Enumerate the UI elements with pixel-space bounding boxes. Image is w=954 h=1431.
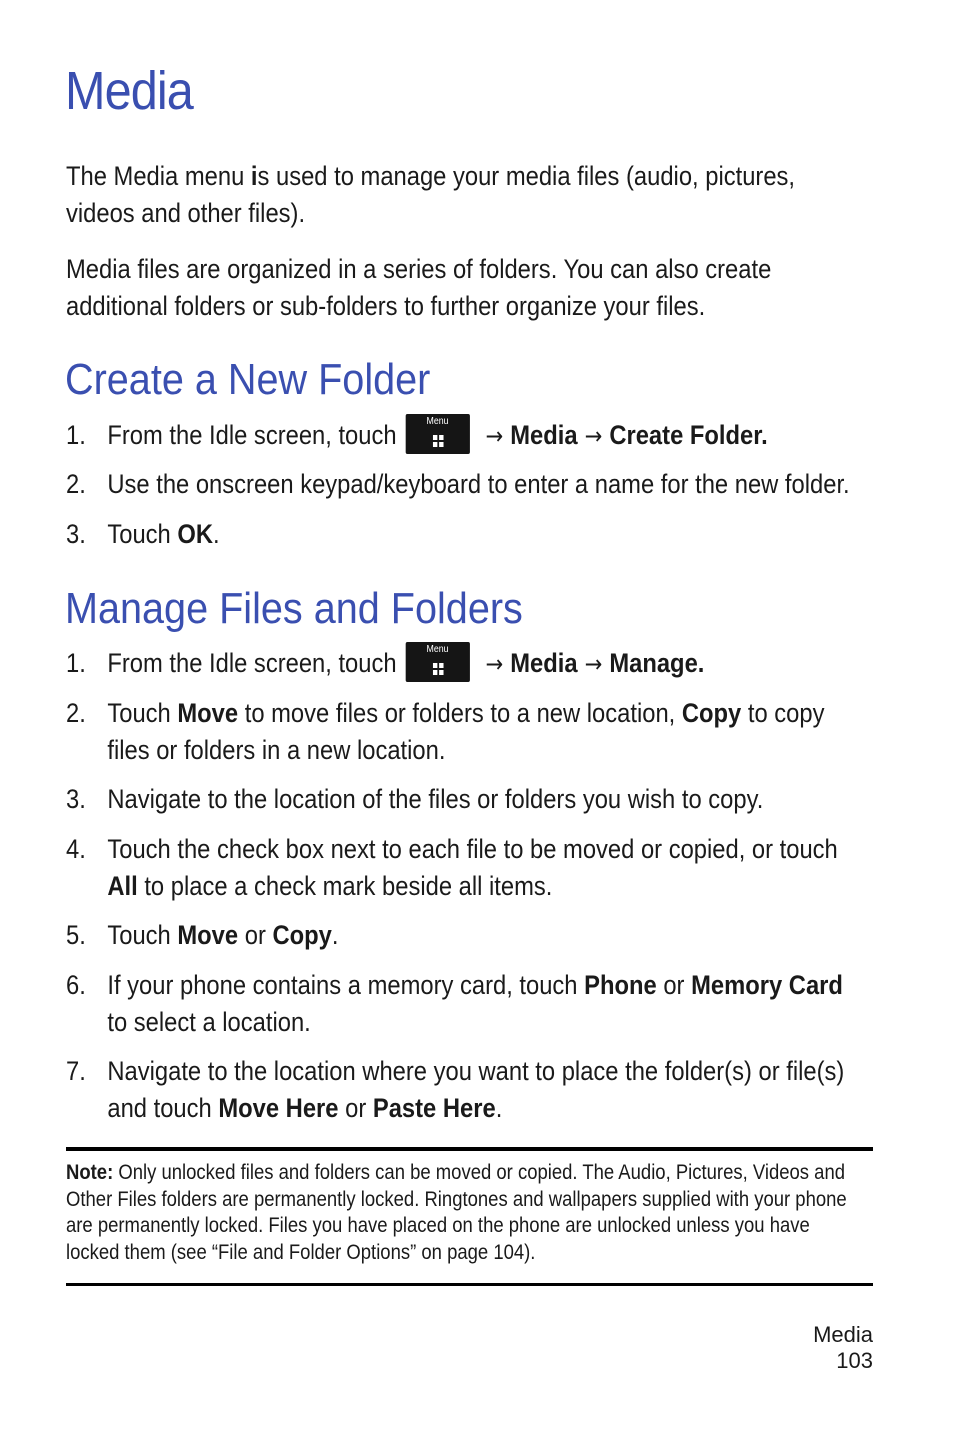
- note-top-rule: [66, 1147, 873, 1151]
- page-number: 103: [836, 1348, 873, 1373]
- page-footer: [813, 1322, 873, 1374]
- intro-paragraph-2: Media files are organized in a series of folders. You can also create additional folders or sub-folders to further organize your files.: [66, 254, 772, 321]
- grid-icon: [433, 663, 444, 675]
- note-bottom-rule: [66, 1283, 873, 1286]
- section-heading-create-folder: Create a New Folder: [65, 355, 431, 404]
- section-heading-manage: Manage Files and Folders: [65, 584, 523, 633]
- footer-section: Media: [813, 1322, 873, 1347]
- menu-button-icon: Menu: [405, 414, 469, 454]
- grid-icon: [433, 435, 444, 447]
- page-title: Media: [65, 61, 193, 121]
- note-box: [66, 1160, 867, 1266]
- menu-button-icon: Menu: [405, 642, 469, 682]
- note-text: Only unlocked files and folders can be moved or copied. The Audio, Pictures, Videos and Other Files folders are permanently locked. Ringtones and wallpapers supplied with your phone are permanently locked. Files you have placed on the phone are unlocked unless you have locked them (see “File and Folder Options” on page 104).: [66, 1161, 847, 1264]
- intro-paragraph-1: The Media menu is used to manage your media files (audio, pictures, videos and other files).: [66, 161, 796, 228]
- note-label: Note:: [66, 1161, 114, 1184]
